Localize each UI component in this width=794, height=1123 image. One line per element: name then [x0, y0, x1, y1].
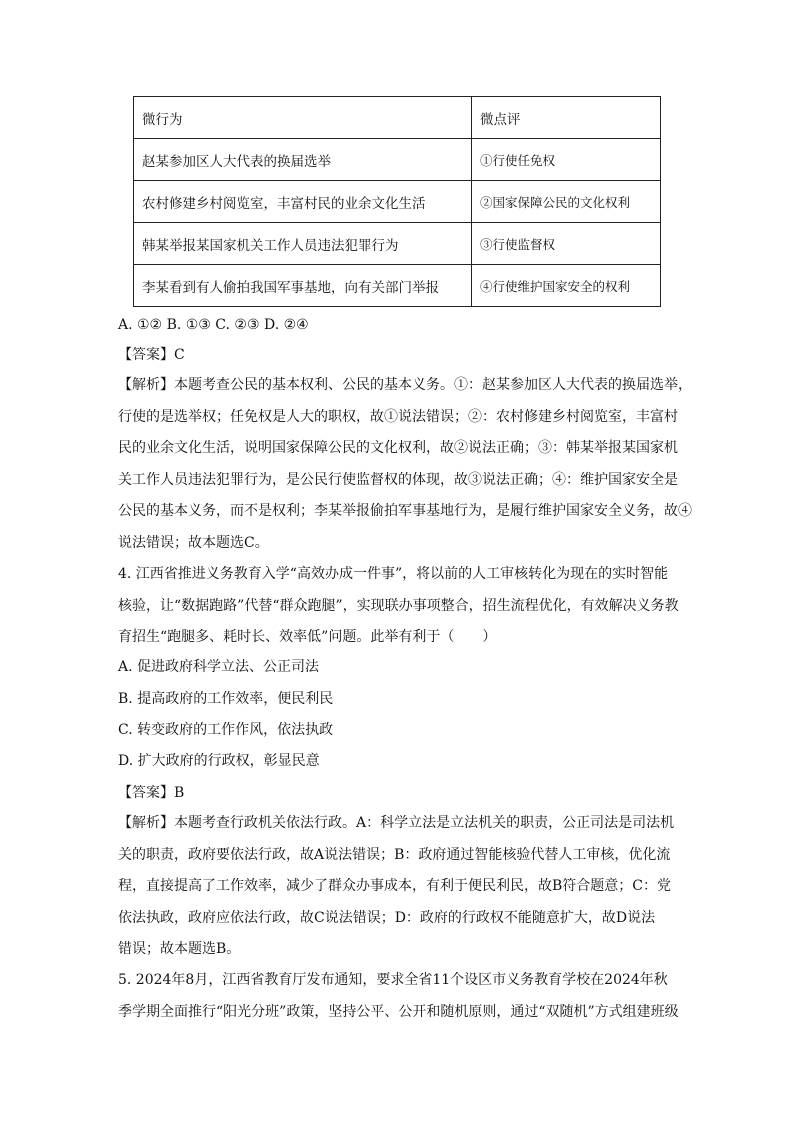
- question-line: 育招生“跑腿多、耗时长、效率低”问题。此举有利于（ ）: [118, 629, 497, 645]
- table-cell: 赵某参加区人大代表的换届选举: [134, 139, 472, 181]
- analysis-line: 【解析】本题考查公民的基本权利、公民的基本义务。①：赵某参加区人大代表的换届选举，: [118, 377, 692, 393]
- table-row: [134, 223, 661, 265]
- analysis-line: 行使的是选举权；任免权是人大的职权，故①说法错误；②：农村修建乡村阅览室，丰富村: [118, 408, 678, 425]
- analysis-line: 依法执政，政府应依法行政，故C说法错误；D：政府的行政权不能随意扩大，故D说法: [118, 909, 656, 926]
- question-line: 5. 2024年8月，江西省教育厅发布通知，要求全省11个设区市义务教育学校在2024年秋: [118, 972, 668, 988]
- behavior-comment-table: [133, 96, 661, 307]
- q3-answer: 【答案】C: [118, 347, 185, 363]
- analysis-line: 【解析】本题考查行政机关依法行政。A：科学立法是立法机关的职责，公正司法是司法机: [118, 815, 675, 831]
- q3-analysis: [118, 370, 692, 559]
- analysis-line: 关的职责，政府要依法行政，故A说法错误；B：政府通过智能核验代替人工审核，优化流: [118, 846, 671, 863]
- q4-answer: 【答案】B: [118, 785, 185, 801]
- table-row: [134, 181, 661, 223]
- analysis-line: 民的业余文化生活，说明国家保障公民的文化权利，故②说法正确；③：韩某举报某国家机: [118, 440, 678, 456]
- table-cell: 李某看到有人偷拍我国军事基地，向有关部门举报: [134, 265, 472, 307]
- table-cell-text: ①行使任免权: [480, 152, 556, 168]
- q4-option-a: A. 促进政府科学立法、公正司法: [118, 659, 320, 675]
- table-header-cell: 微点评: [472, 97, 661, 139]
- table-header-cell: 微行为: [134, 97, 472, 139]
- table-row: [134, 139, 661, 181]
- table-cell: [472, 139, 661, 181]
- q4-option-c: C. 转变政府的工作作风，依法执政: [118, 722, 334, 738]
- q4-option-d: D. 扩大政府的行政权，彰显民意: [118, 753, 320, 769]
- q4-option-b: B. 提高政府的工作效率，便民利民: [118, 691, 334, 707]
- table-cell: [472, 181, 661, 223]
- analysis-line: 程，直接提高了工作效率，减少了群众办事成本，有利于便民利民，故B符合题意；C：党: [118, 878, 671, 894]
- question-line: 核验，让“数据跑路”代替“群众跑腿”，实现联办事项整合，招生流程优化，有效解决义务教: [118, 597, 679, 614]
- table-cell: 韩某举报某国家机关工作人员违法犯罪行为: [134, 223, 472, 265]
- analysis-line: 关工作人员违法犯罪行为，是公民行使监督权的体现，故③说法正确；④：维护国家安全是: [118, 471, 678, 488]
- table-cell-text: ④行使维护国家安全的权利: [480, 278, 631, 294]
- q4-stem: [118, 559, 678, 654]
- question-line: 4. 江西省推进义务教育入学“高效办成一件事”，将以前的人工审核转化为现在的实时智能: [118, 566, 669, 582]
- analysis-line: 说法错误；故本题选C。: [118, 534, 269, 551]
- table-cell-text: ③行使监督权: [480, 236, 556, 252]
- analysis-line: 公民的基本义务，而不是权利；李某举报偷拍军事基地行为，是履行维护国家安全义务，故④: [118, 503, 692, 519]
- q5-stem: [118, 965, 678, 1028]
- question-line: 季学期全面推行“阳光分班”政策，坚持公平、公开和随机原则，通过“双随机”方式组建班级: [118, 1003, 679, 1020]
- table-row: [134, 265, 661, 307]
- table-cell: 农村修建乡村阅览室，丰富村民的业余文化生活: [134, 181, 472, 223]
- table-cell: [472, 265, 661, 307]
- table-cell-text: ②国家保障公民的文化权利: [480, 194, 631, 210]
- table-cell: [472, 223, 661, 265]
- table-header-row: [134, 97, 661, 139]
- q4-analysis: [118, 808, 678, 966]
- q3-options: A. ①② B. ①③ C. ②③ D. ②④: [118, 317, 309, 333]
- analysis-line: 错误；故本题选B。: [118, 941, 241, 957]
